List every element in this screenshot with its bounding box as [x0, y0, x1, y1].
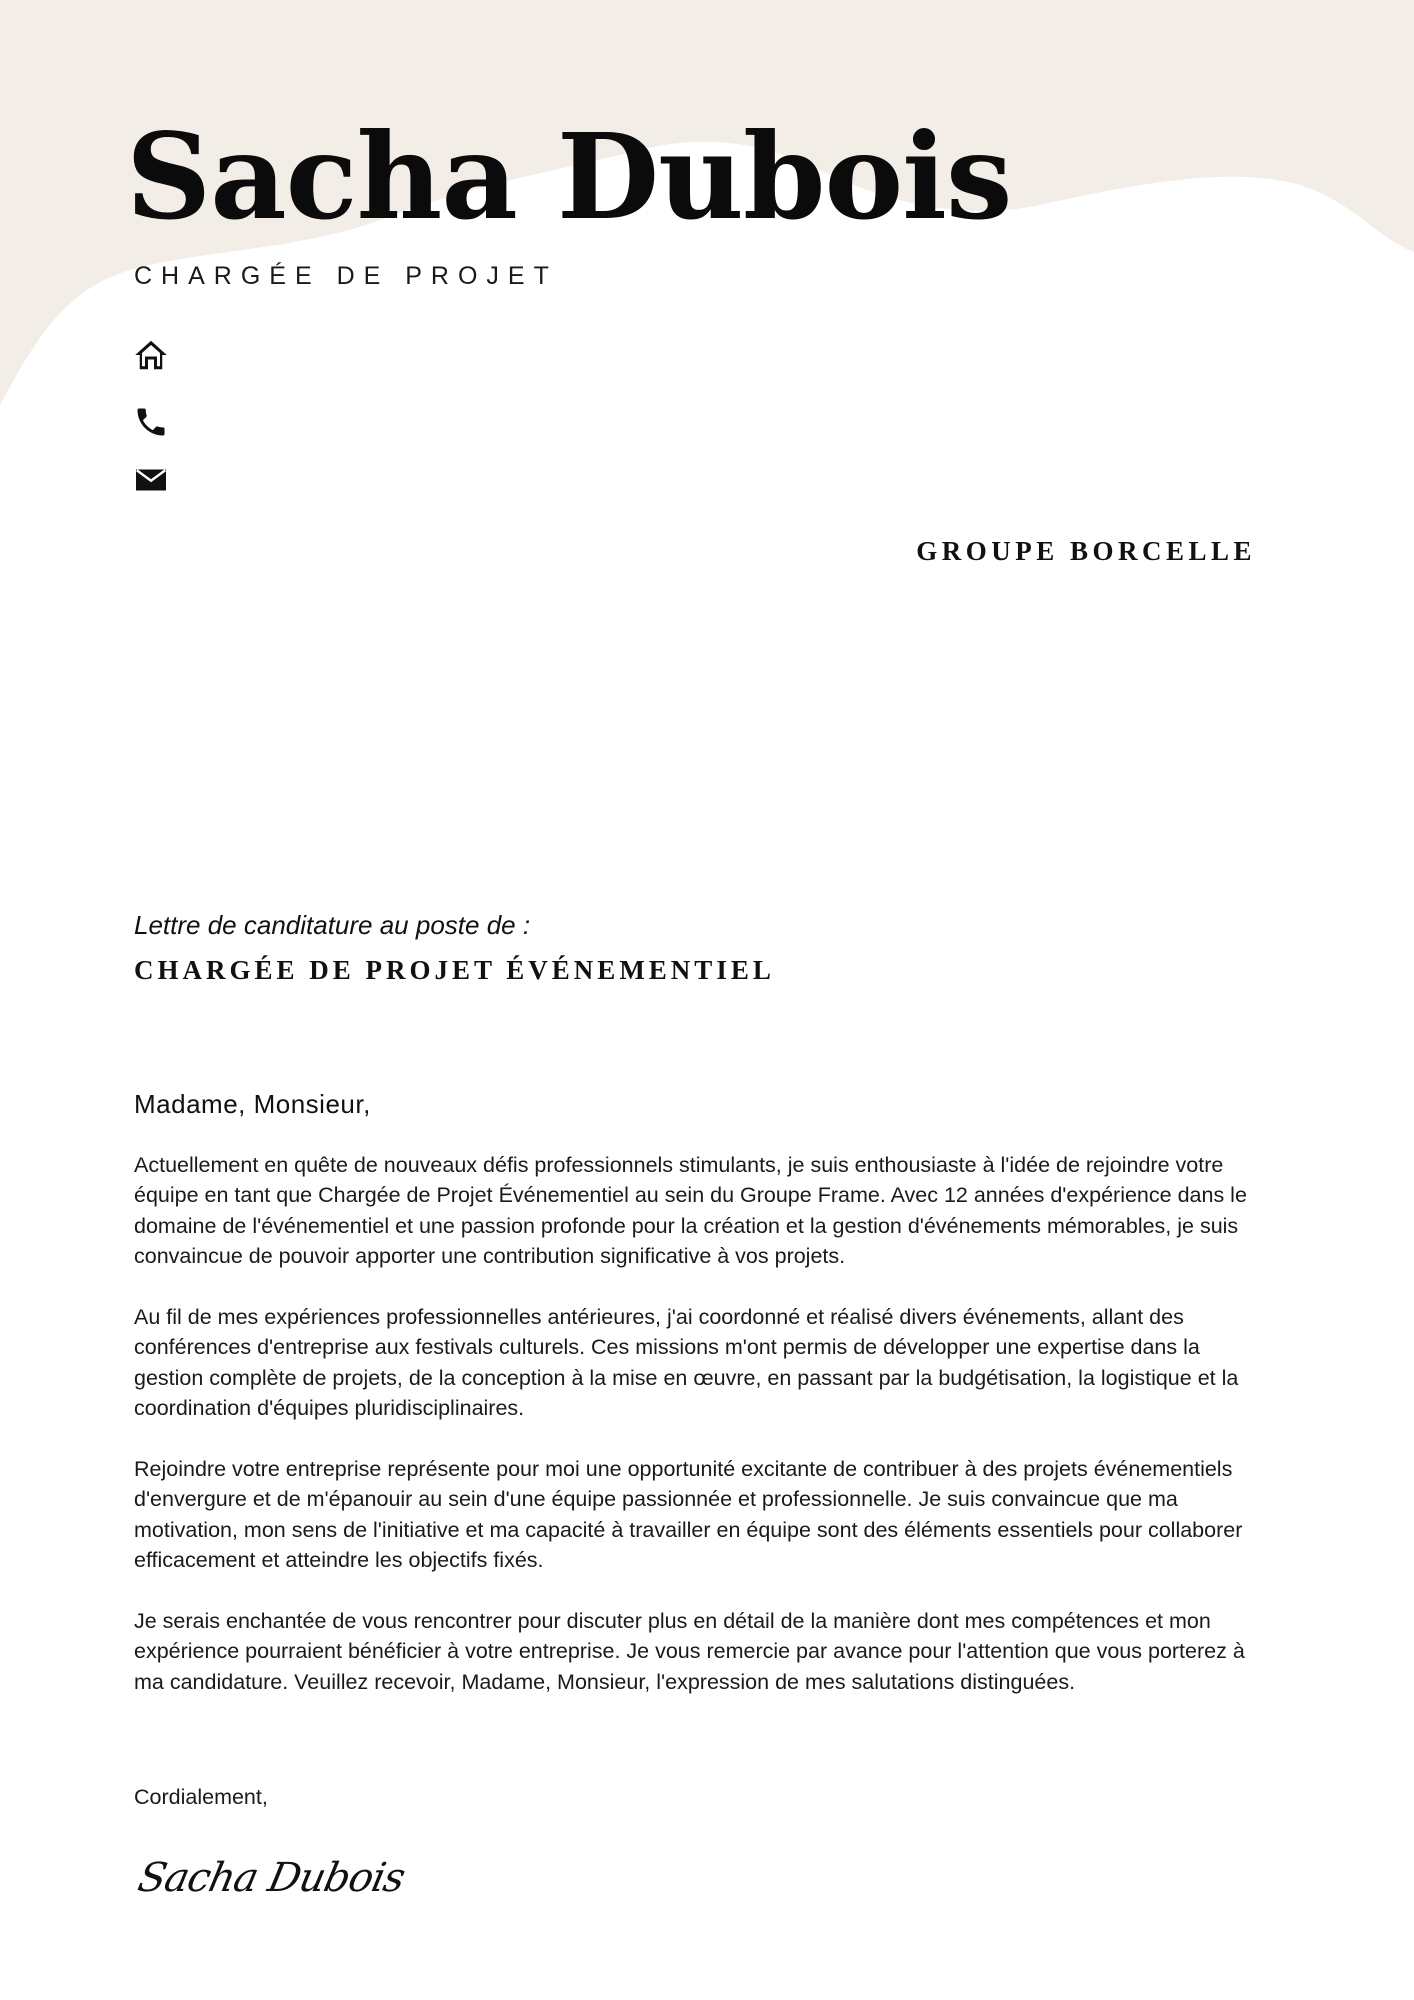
- phone-icon: [133, 404, 169, 440]
- letter-body: [134, 1150, 1274, 1728]
- salutation: Madame, Monsieur,: [134, 1089, 371, 1119]
- closing: Cordialement,: [134, 1785, 268, 1809]
- signature: Sacha Dubois: [134, 1855, 409, 1901]
- paragraph: Actuellement en quête de nouveaux défis professionnels stimulants, je suis enthousiaste à l'idée de rejoindre votre équipe en tant que Chargée de Projet Événementiel au sein du Groupe Frame. Avec 12 années d'expérience dans le domaine de l'événementiel et une passion profonde pour la création et la gestion d'événements mémorables, je suis convaincue de pouvoir apporter une contribution significative à vos projets.: [134, 1153, 1247, 1269]
- home-icon: [133, 337, 169, 373]
- applicant-name: Sacha Dubois: [126, 107, 1012, 246]
- subject-title: CHARGÉE DE PROJET ÉVÉNEMENTIEL: [134, 955, 775, 985]
- job-title: CHARGÉE DE PROJET: [134, 262, 558, 290]
- recipient-company: GROUPE BORCELLE: [916, 536, 1256, 566]
- paragraph: Au fil de mes expériences professionnelles antérieures, j'ai coordonné et réalisé divers événements, allant des conférences d'entreprise aux festivals culturels. Ces missions m'ont permis de développer une expertise dans la gestion complète de projets, de la conception à la mise en œuvre, en passant par la budgétisation, la logistique et la coordination d'équipes pluridisciplinaires.: [134, 1305, 1239, 1421]
- paragraph: Je serais enchantée de vous rencontrer pour discuter plus en détail de la manière dont mes compétences et mon expérience pourraient bénéficier à votre entreprise. Je vous remercie par avance pour l'attention que vous porterez à ma candidature. Veuillez recevoir, Madame, Monsieur, l'expression de mes salutations distinguées.: [134, 1609, 1245, 1694]
- mail-icon: [133, 462, 169, 498]
- subject-intro: Lettre de canditature au poste de :: [134, 910, 531, 940]
- paragraph: Rejoindre votre entreprise représente pour moi une opportunité excitante de contribuer à des projets événementiels d'envergure et de m'épanouir au sein d'une équipe passionnée et professionnelle. Je suis convaincue que ma motivation, mon sens de l'initiative et ma capacité à travailler en équipe sont des éléments essentiels pour collaborer efficacement et atteindre les objectifs fixés.: [134, 1457, 1243, 1573]
